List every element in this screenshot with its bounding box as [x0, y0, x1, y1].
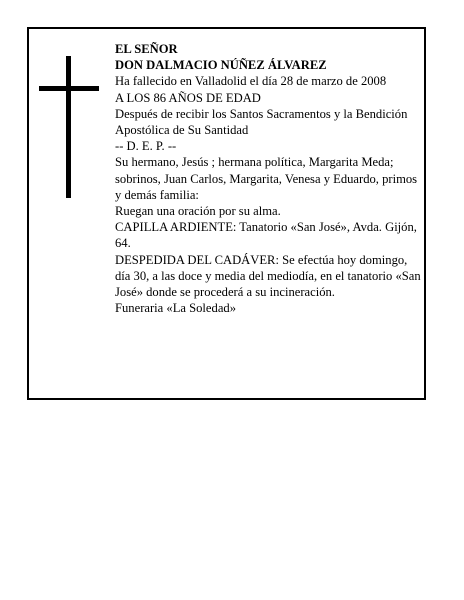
cross-icon	[39, 56, 99, 198]
chapel-line: CAPILLA ARDIENTE: Tanatorio «San José», Avda. Gijón, 64.	[115, 220, 417, 251]
family-line: Su hermano, Jesús ; hermana política, Margarita Meda; sobrinos, Juan Carlos, Margarita, Venesa y Eduardo, primos y demás familia:	[115, 155, 418, 202]
notice-text	[115, 41, 421, 316]
farewell-line: DESPEDIDA DEL CADÁVER: Se efectúa hoy domingo, día 30, a las doce y media del mediodía, en el tanatorio «San José» donde se procederá a su incineración.	[115, 252, 421, 300]
sacraments-line: Después de recibir los Santos Sacramentos y la Bendición Apostólica de Su Santidad	[115, 106, 408, 138]
funeral-home-line: Funeraria «La Soledad»	[115, 301, 236, 316]
death-line: Ha fallecido en Valladolid el día 28 de marzo de 2008	[115, 74, 387, 89]
prayer-line: Ruegan una oración por su alma.	[115, 204, 281, 219]
notice-title: EL SEÑOR	[115, 42, 178, 56]
deceased-name: DON DALMACIO NÚÑEZ ÁLVAREZ	[115, 58, 327, 73]
dep-line: -- D. E. P. --	[115, 139, 177, 154]
obituary-notice	[27, 27, 426, 400]
cross-horizontal-bar	[39, 86, 99, 91]
age-line: A LOS 86 AÑOS DE EDAD	[115, 90, 261, 105]
cross-vertical-bar	[66, 56, 71, 198]
